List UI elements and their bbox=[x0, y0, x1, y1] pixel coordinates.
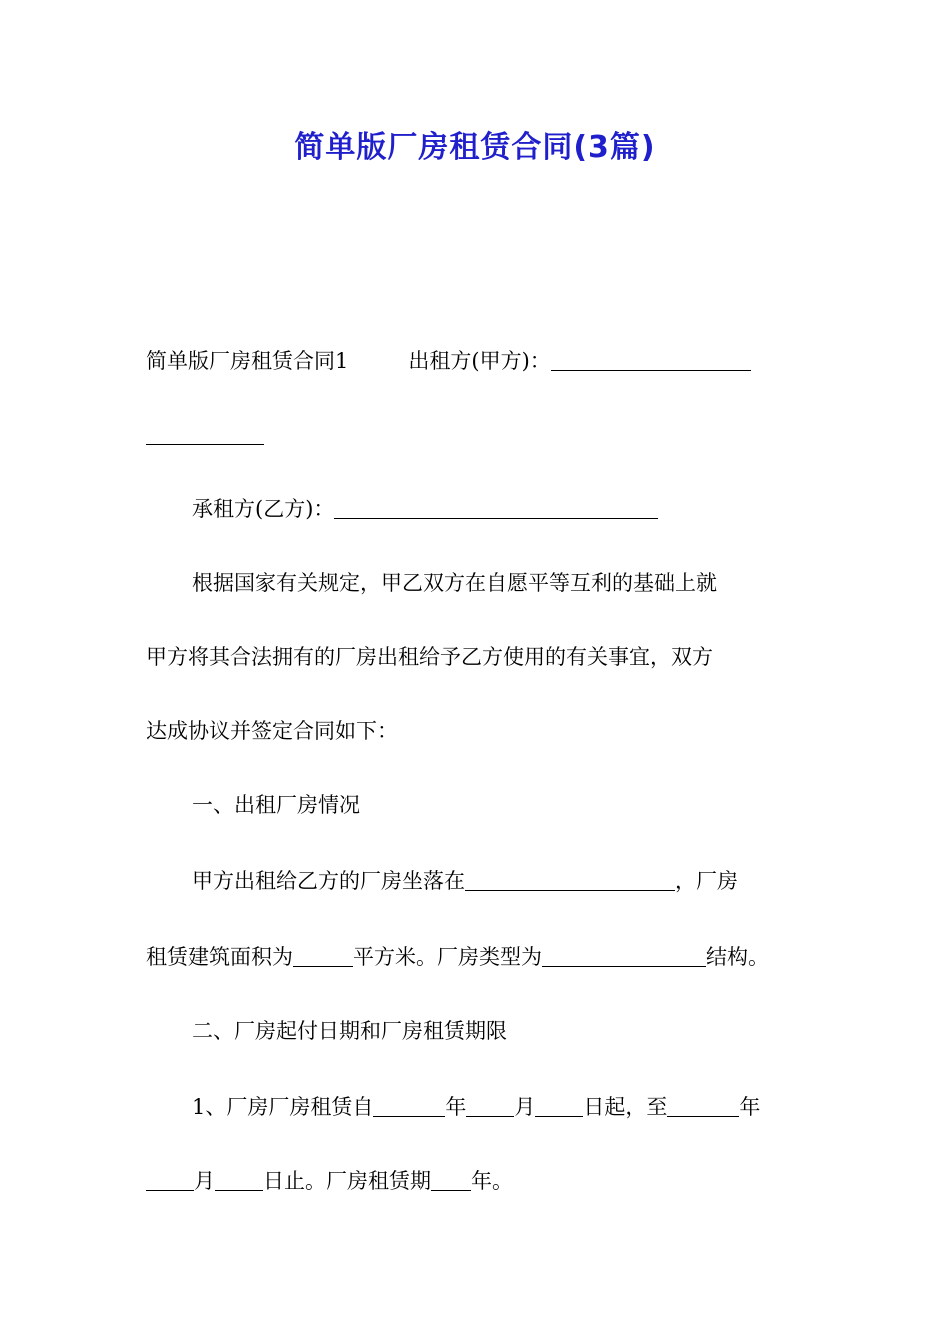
lessee-line bbox=[192, 494, 658, 524]
end-year-blank bbox=[667, 1094, 739, 1117]
term-years-label: 年。 bbox=[471, 1169, 513, 1193]
start-month-label: 月 bbox=[514, 1095, 536, 1119]
lessor-blank-continued-line bbox=[146, 420, 264, 450]
term-years-blank bbox=[431, 1168, 471, 1191]
term-prefix: 1、厂房厂房租赁自 bbox=[192, 1095, 374, 1119]
term-line-b bbox=[146, 1166, 513, 1196]
end-day-label: 日止。厂房租赁期 bbox=[263, 1169, 431, 1193]
end-year-label: 年 bbox=[739, 1095, 761, 1119]
preamble-line-b: 甲方将其合法拥有的厂房出租给予乙方使用的有关事宜，双方 bbox=[146, 645, 713, 669]
contract-heading: 简单版厂房租赁合同1 bbox=[146, 349, 349, 373]
section1-heading: 一、出租厂房情况 bbox=[192, 793, 360, 817]
area-suffix: 结构。 bbox=[706, 945, 769, 969]
start-year-blank bbox=[373, 1094, 445, 1117]
start-day-blank bbox=[535, 1094, 583, 1117]
document-title: 简单版厂房租赁合同(3篇) bbox=[294, 130, 656, 165]
location-line bbox=[192, 866, 738, 896]
contract-header-line bbox=[146, 346, 751, 376]
area-mid: 平方米。厂房类型为 bbox=[353, 945, 542, 969]
location-suffix: ，厂房 bbox=[675, 869, 738, 893]
preamble-line-a: 根据国家有关规定，甲乙双方在自愿平等互利的基础上就 bbox=[192, 571, 717, 595]
location-blank bbox=[465, 868, 675, 891]
area-prefix: 租赁建筑面积为 bbox=[146, 945, 293, 969]
lessor-blank-continued bbox=[146, 422, 264, 445]
end-month-blank bbox=[146, 1168, 194, 1191]
section2-heading: 二、厂房起付日期和厂房租赁期限 bbox=[192, 1019, 507, 1043]
term-line-a bbox=[192, 1092, 760, 1122]
end-day-blank bbox=[215, 1168, 263, 1191]
start-day-label: 日起，至 bbox=[583, 1095, 668, 1119]
area-blank bbox=[293, 944, 353, 967]
location-prefix: 甲方出租给乙方的厂房坐落在 bbox=[192, 869, 465, 893]
end-month-label: 月 bbox=[194, 1169, 215, 1193]
structure-blank bbox=[542, 944, 706, 967]
lessee-blank bbox=[334, 496, 658, 519]
start-month-blank bbox=[466, 1094, 514, 1117]
start-year-label: 年 bbox=[445, 1095, 467, 1119]
area-line bbox=[146, 942, 769, 972]
lessee-label: 承租方(乙方)： bbox=[192, 497, 335, 521]
preamble-line-c: 达成协议并签定合同如下： bbox=[146, 719, 398, 743]
lessor-blank bbox=[551, 348, 751, 371]
lessor-label: 出租方(甲方)： bbox=[408, 349, 551, 373]
